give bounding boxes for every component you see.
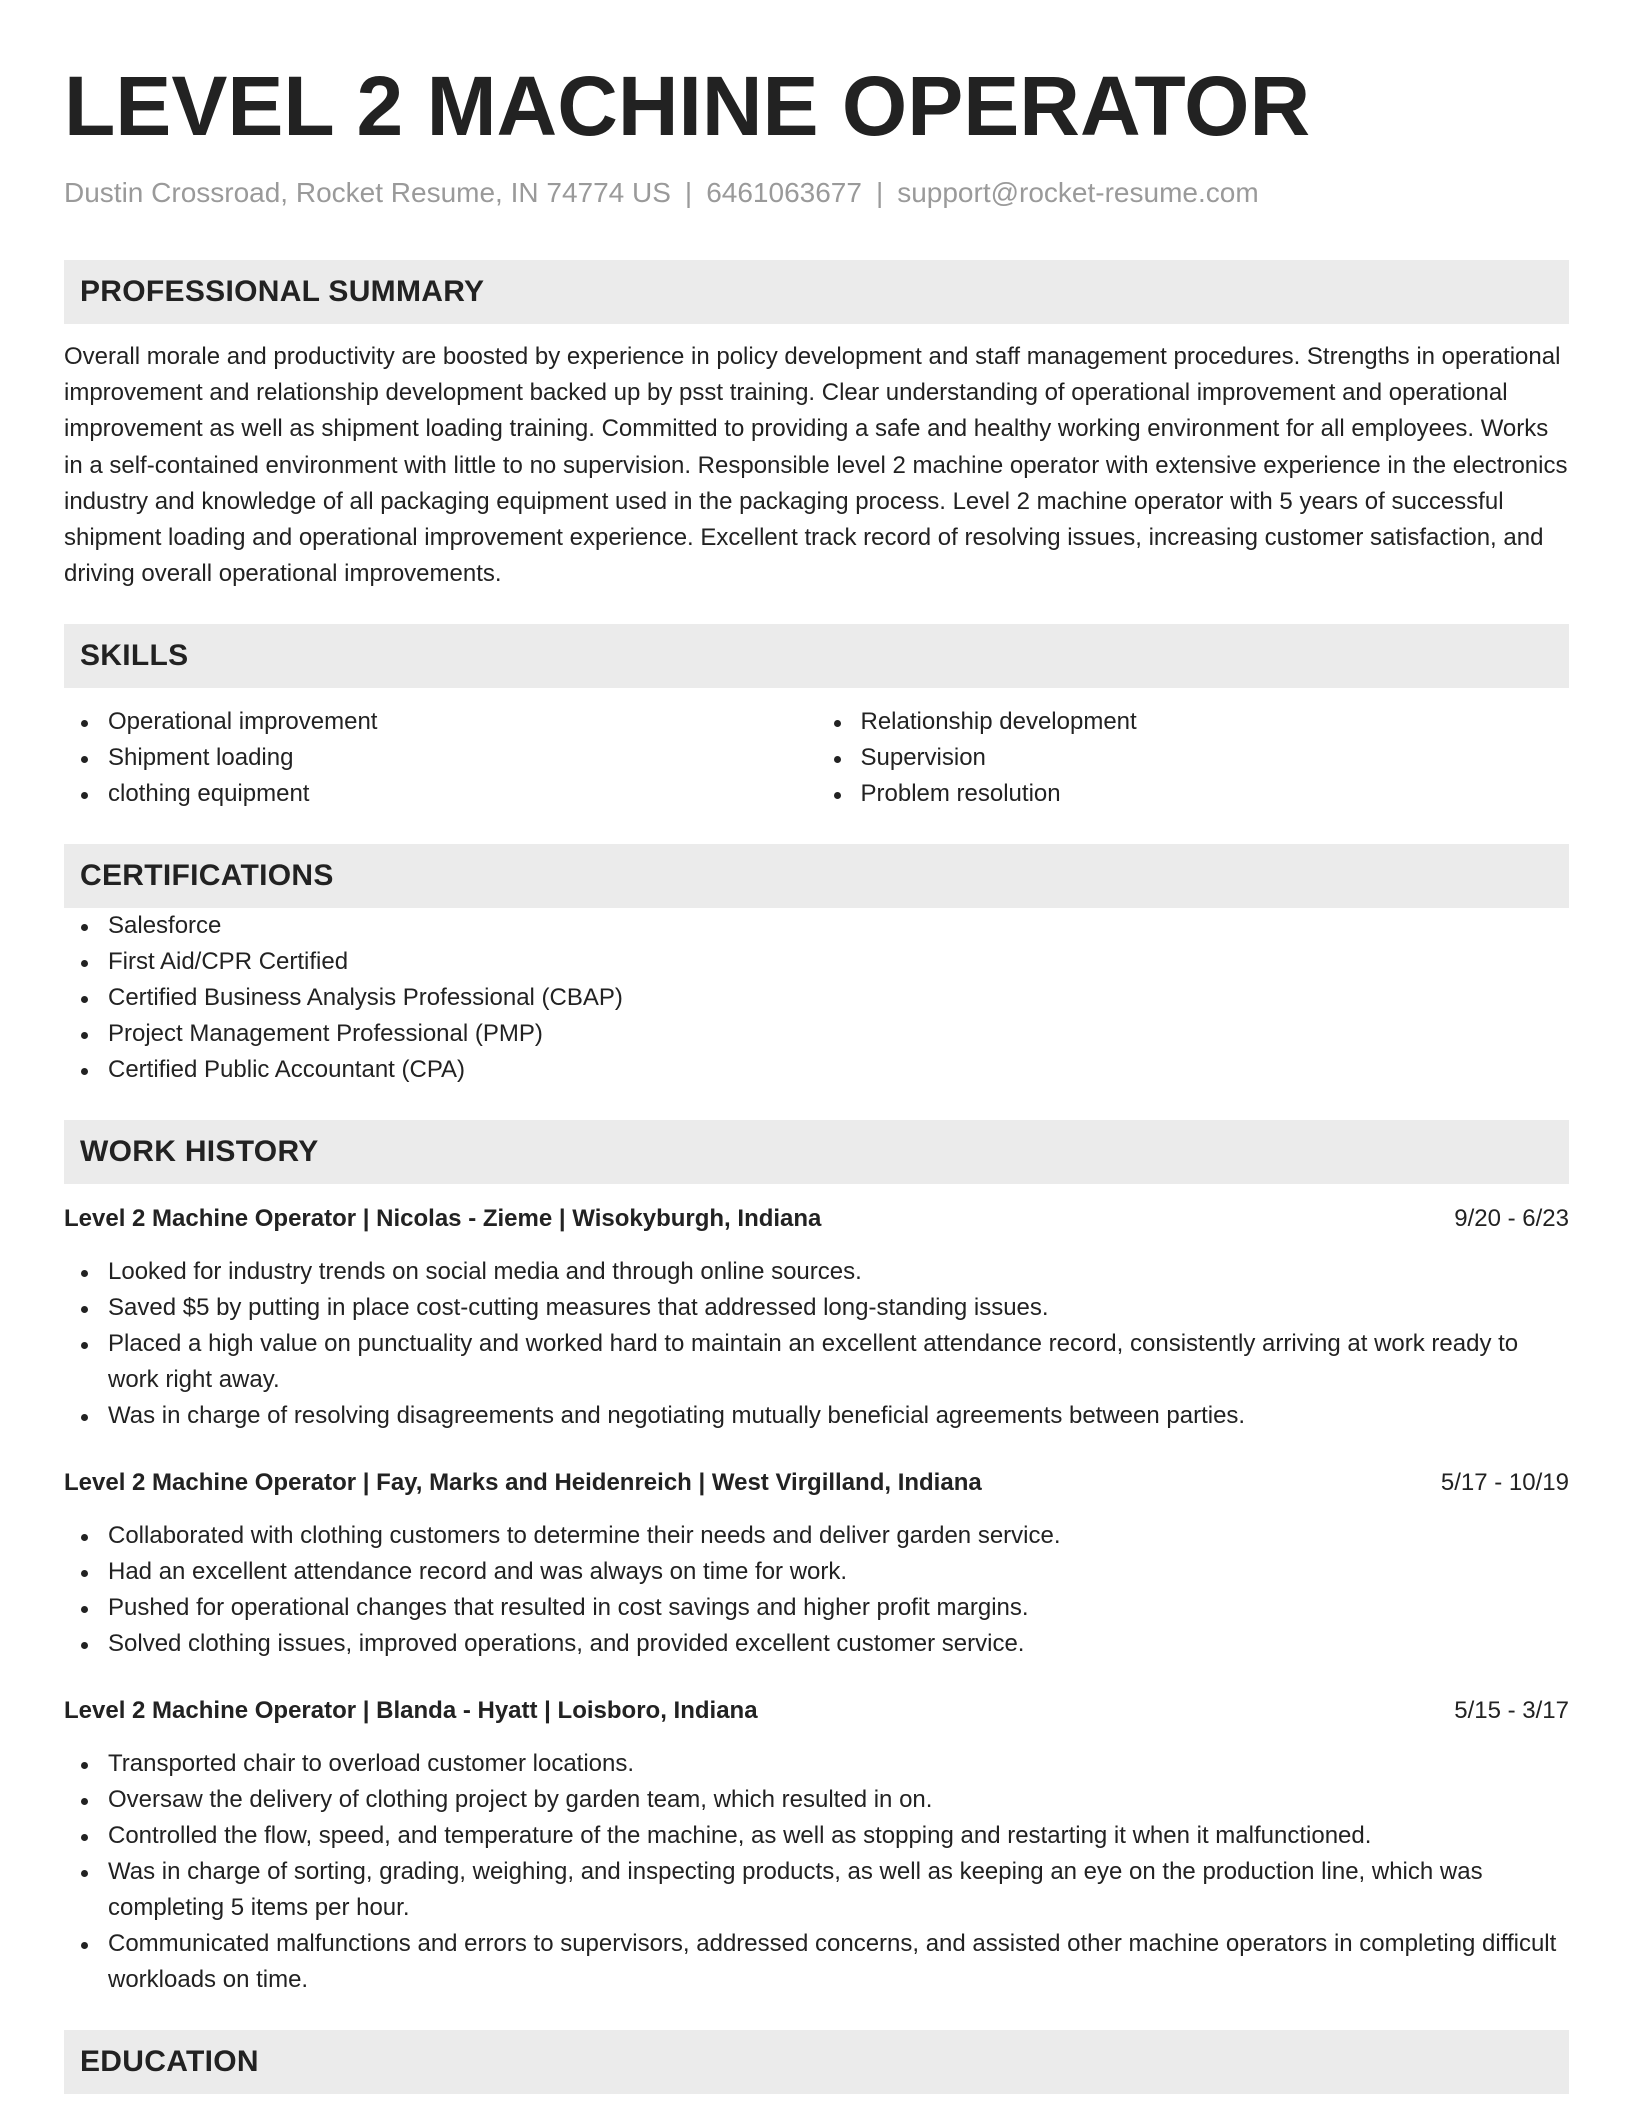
skill-item: Problem resolution xyxy=(817,776,1570,812)
section-heading-work-history: WORK HISTORY xyxy=(64,1120,1569,1184)
certification-item: Project Management Professional (PMP) xyxy=(64,1016,1569,1052)
contact-address: Dustin Crossroad, Rocket Resume, IN 74774 US xyxy=(64,177,671,208)
job-bullet: Collaborated with clothing customers to determine their needs and deliver garden service. xyxy=(64,1518,1569,1554)
certification-item: Certified Public Accountant (CPA) xyxy=(64,1052,1569,1088)
contact-separator: | xyxy=(684,177,693,208)
job-entry xyxy=(64,1202,1569,1434)
job-bullets xyxy=(64,1254,1569,1434)
contact-line xyxy=(64,176,1569,210)
certification-item: Certified Business Analysis Professional (CBAP) xyxy=(64,980,1569,1016)
job-title: Level 2 Machine Operator | Nicolas - Zieme | Wisokyburgh, Indiana xyxy=(64,1205,822,1233)
job-header xyxy=(64,1466,1569,1500)
job-bullet: Communicated malfunctions and errors to supervisors, addressed concerns, and assisted other machine operators in completing difficult workloads on time. xyxy=(64,1926,1569,1998)
job-dates: 5/17 - 10/19 xyxy=(1440,1469,1569,1497)
job-bullet: Looked for industry trends on social media and through online sources. xyxy=(64,1254,1569,1290)
certifications-section xyxy=(64,844,1569,1088)
skill-item: Relationship development xyxy=(817,704,1570,740)
section-heading-summary: PROFESSIONAL SUMMARY xyxy=(64,260,1569,324)
skill-item: Operational improvement xyxy=(64,704,817,740)
job-bullets xyxy=(64,1746,1569,1998)
certifications-list xyxy=(64,908,1569,1088)
certification-item: First Aid/CPR Certified xyxy=(64,944,1569,980)
job-bullet: Transported chair to overload customer locations. xyxy=(64,1746,1569,1782)
job-header xyxy=(64,1202,1569,1236)
job-header xyxy=(64,1694,1569,1728)
skills-column-right xyxy=(817,704,1570,812)
job-entry xyxy=(64,1694,1569,1998)
job-bullet: Saved $5 by putting in place cost-cutting measures that addressed long-standing issues. xyxy=(64,1290,1569,1326)
skill-item: clothing equipment xyxy=(64,776,817,812)
education-section xyxy=(64,2030,1569,2094)
contact-separator: | xyxy=(875,177,884,208)
contact-phone: 6461063677 xyxy=(706,177,862,208)
job-title: Level 2 Machine Operator | Fay, Marks and Heidenreich | West Virgilland, Indiana xyxy=(64,1469,982,1497)
job-bullet: Was in charge of sorting, grading, weighing, and inspecting products, as well as keeping an eye on the production line, which was completing 5 items per hour. xyxy=(64,1854,1569,1926)
job-bullet: Placed a high value on punctuality and worked hard to maintain an excellent attendance record, consistently arriving at work ready to work right away. xyxy=(64,1326,1569,1398)
contact-email: support@rocket-resume.com xyxy=(897,177,1259,208)
skills-grid xyxy=(64,704,1569,812)
skill-item: Shipment loading xyxy=(64,740,817,776)
job-entry xyxy=(64,1466,1569,1662)
job-bullet: Had an excellent attendance record and was always on time for work. xyxy=(64,1554,1569,1590)
skill-item: Supervision xyxy=(817,740,1570,776)
job-bullets xyxy=(64,1518,1569,1662)
job-dates: 9/20 - 6/23 xyxy=(1454,1205,1569,1233)
section-heading-certifications: CERTIFICATIONS xyxy=(64,844,1569,908)
section-heading-skills: SKILLS xyxy=(64,624,1569,688)
job-bullet: Controlled the flow, speed, and temperature of the machine, as well as stopping and restarting it when it malfunctioned. xyxy=(64,1818,1569,1854)
job-dates: 5/15 - 3/17 xyxy=(1454,1697,1569,1725)
skills-section xyxy=(64,624,1569,812)
professional-summary-section xyxy=(64,260,1569,592)
job-title: Level 2 Machine Operator | Blanda - Hyatt | Loisboro, Indiana xyxy=(64,1697,758,1725)
work-history-section xyxy=(64,1120,1569,1998)
section-heading-education: EDUCATION xyxy=(64,2030,1569,2094)
summary-text: Overall morale and productivity are boosted by experience in policy development and staff management procedures. Strengths in operational improvement and relationship development backed up by psst training. Clear understanding of operational improvement and operational improvement as well as shipment loading training. Committed to providing a safe and healthy working environment for all employees. Works in a self-contained environment with little to no supervision. Responsible level 2 machine operator with extensive experience in the electronics industry and knowledge of all packaging equipment used in the packaging process. Level 2 machine operator with 5 years of successful shipment loading and operational improvement experience. Excellent track record of resolving issues, increasing customer satisfaction, and driving overall operational improvements. xyxy=(64,343,1568,588)
resume-title: LEVEL 2 MACHINE OPERATOR xyxy=(64,59,1311,153)
certification-item: Salesforce xyxy=(64,908,1569,944)
job-bullet: Was in charge of resolving disagreements and negotiating mutually beneficial agreements between parties. xyxy=(64,1398,1569,1434)
job-bullet: Solved clothing issues, improved operations, and provided excellent customer service. xyxy=(64,1626,1569,1662)
job-bullet: Oversaw the delivery of clothing project by garden team, which resulted in on. xyxy=(64,1782,1569,1818)
skills-column-left xyxy=(64,704,817,812)
job-bullet: Pushed for operational changes that resulted in cost savings and higher profit margins. xyxy=(64,1590,1569,1626)
